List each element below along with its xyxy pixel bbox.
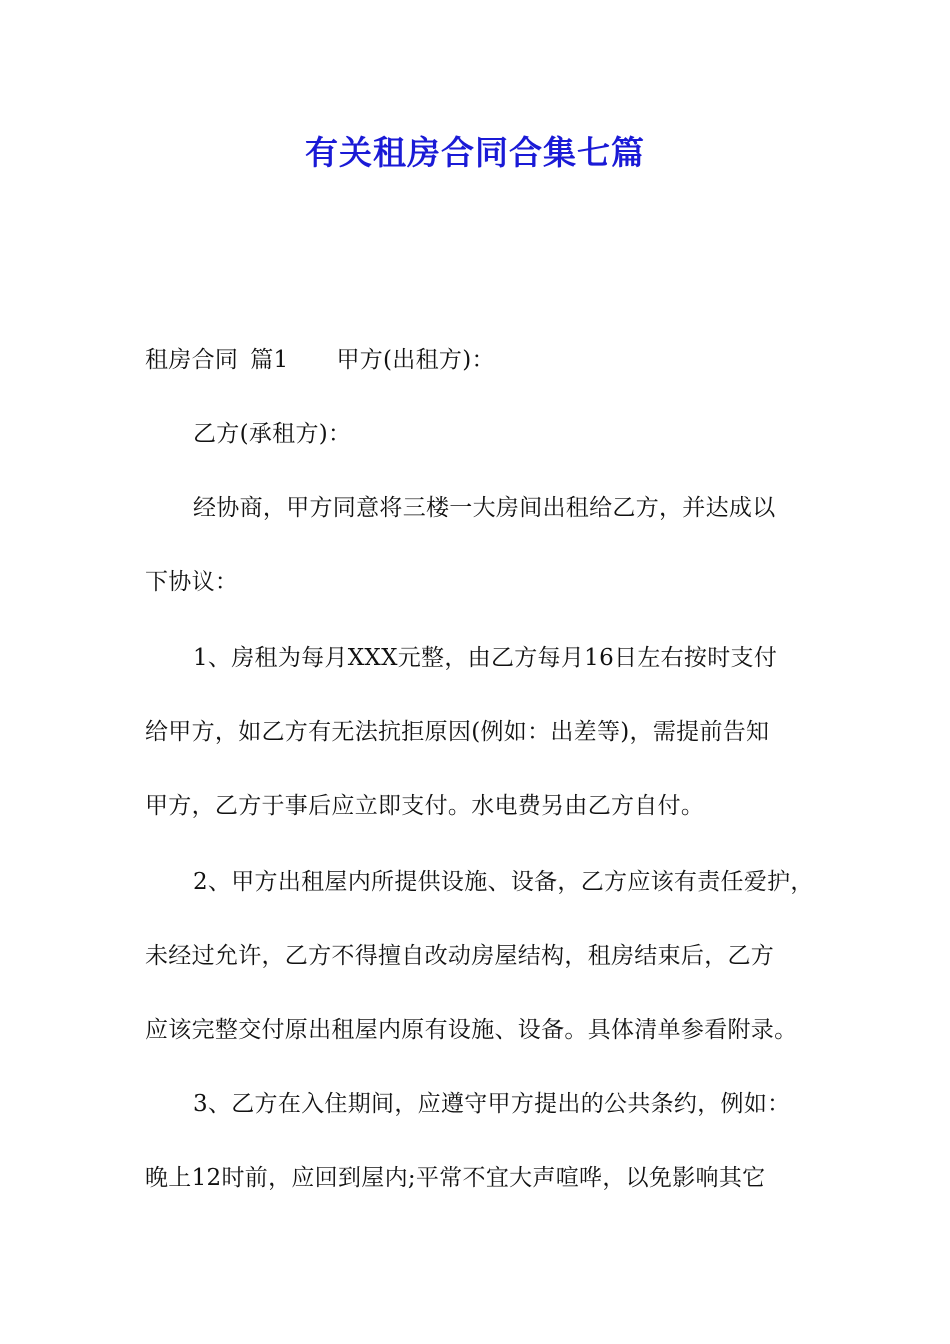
clause-1-line: 给甲方，如乙方有无法抗拒原因(例如：出差等)，需提前告知 xyxy=(145,719,770,745)
section-number: 篇1 xyxy=(250,347,289,373)
section-heading-line xyxy=(145,342,495,378)
clause-3-line: 晚上12时前，应回到屋内;平常不宜大声喧哗，以免影响其它 xyxy=(145,1165,766,1191)
clause-3-line: 3、乙方在入住期间，应遵守甲方提出的公共条约，例如： xyxy=(193,1091,791,1117)
clause-2-line: 应该完整交付原出租屋内原有设施、设备。具体清单参看附录。 xyxy=(145,1017,798,1043)
clause-2-line: 未经过允许，乙方不得擅自改动房屋结构，租房结束后，乙方 xyxy=(145,943,775,969)
paragraph-line: 下协议： xyxy=(145,569,239,595)
clause-1-line: 1、房租为每月XXX元整，由乙方每月16日左右按时支付 xyxy=(193,645,778,671)
section-label: 租房合同 xyxy=(145,347,239,373)
document-title: 有关租房合同合集七篇 xyxy=(305,133,645,172)
clause-1-line: 甲方，乙方于事后应立即支付。水电费另由乙方自付。 xyxy=(145,793,705,819)
clause-2-line: 2、甲方出租屋内所提供设施、设备，乙方应该有责任爱护， xyxy=(193,869,814,895)
party-b-label: 乙方(承租方)： xyxy=(193,421,352,447)
paragraph-line: 经协商，甲方同意将三楼一大房间出租给乙方，并达成以 xyxy=(193,495,776,521)
party-a-label: 甲方(出租方)： xyxy=(336,347,495,373)
